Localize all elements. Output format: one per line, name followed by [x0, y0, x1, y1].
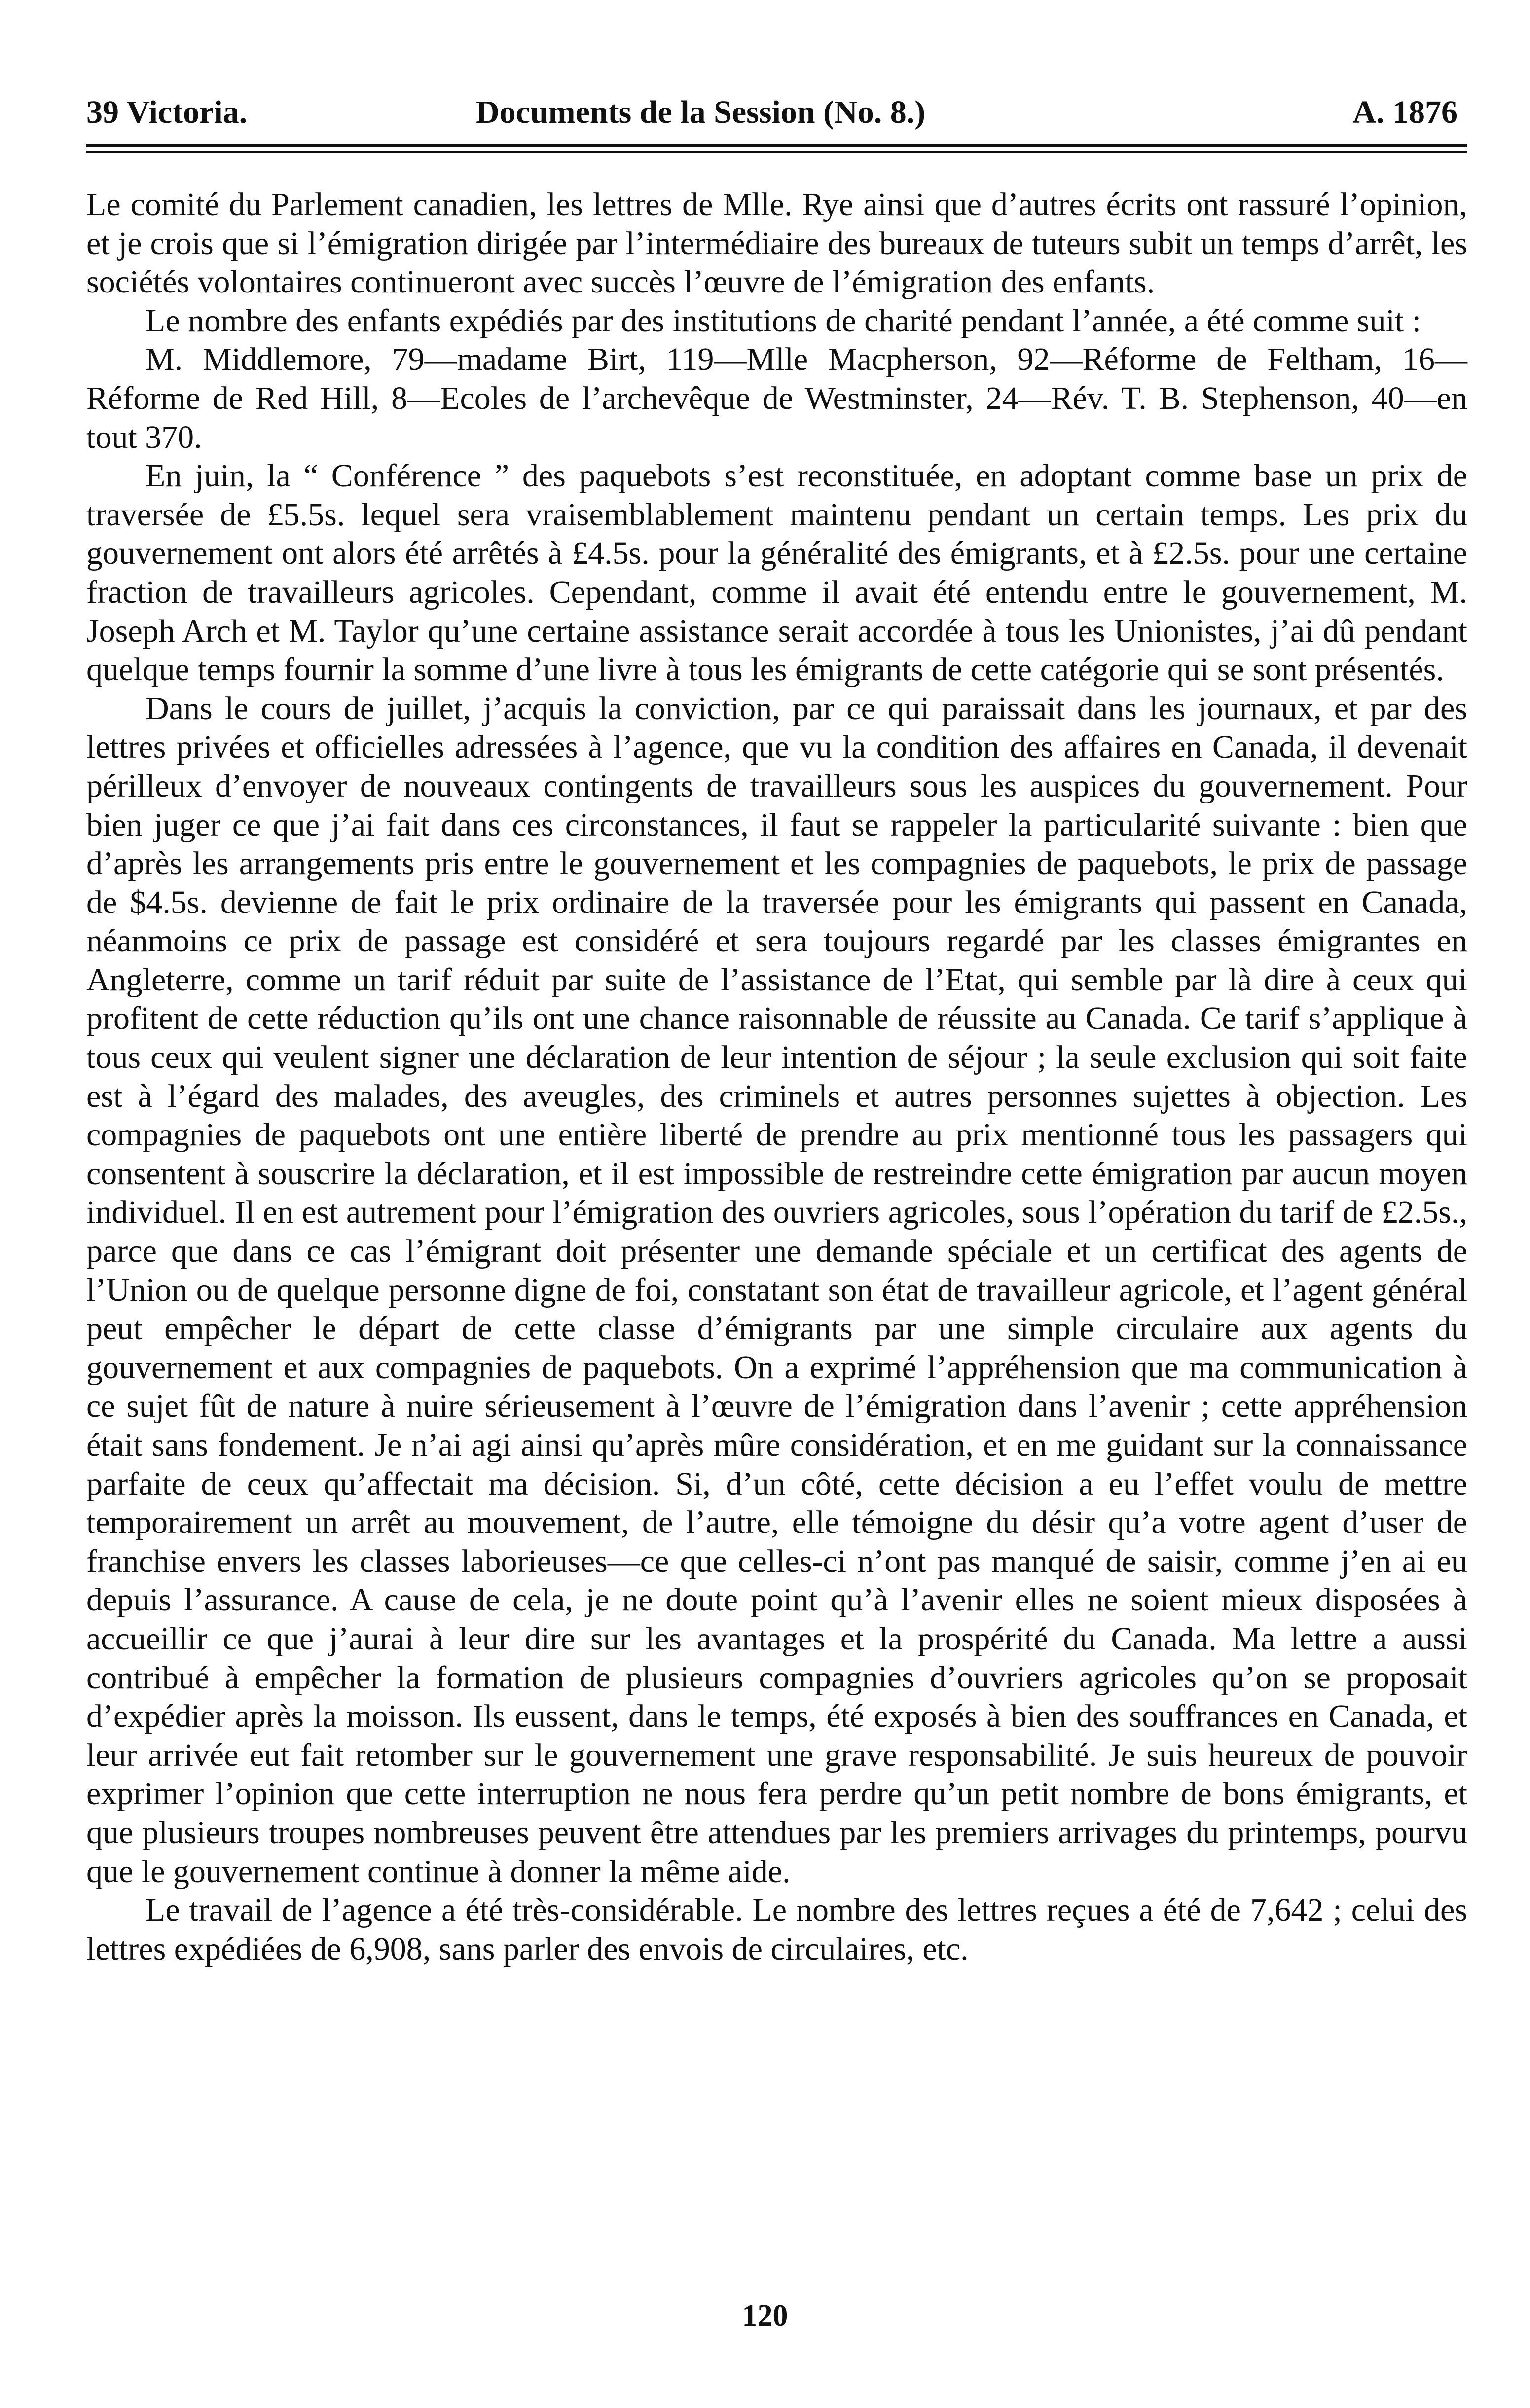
running-header: [86, 84, 1467, 141]
page-number: 120: [742, 2299, 788, 2333]
header-rule-thick: [86, 144, 1467, 147]
header-year: A. 1876: [1352, 94, 1457, 130]
header-volume: 39 Victoria.: [86, 94, 248, 130]
paragraph-5: Dans le cours de juillet, j’acquis la conviction, par ce qui paraissait dans les journaux, et par des lettres privées et officielles adressées à l’agence, que vu la condition des affaires en Canada, il devenait périlleux d’envoyer de nouveaux contingents de travailleurs sous les auspices du gouvernement. Pour bien juger ce que j’ai fait dans ces circonstances, il faut se rappeler la particularité suivante : bien que d’après les arrangements pris entre le gouvernement et les compagnies de paquebots, le prix de passage de $4.5s. devienne de fait le prix ordinaire de la traversée pour les émigrants qui passent en Canada, néanmoins ce prix de passage est considéré et sera toujours regardé par les classes émigrantes en Angleterre, comme un tarif réduit par suite de l’assistance de l’Etat, qui semble par là dire à ceux qui profitent de cette réduction qu’ils ont une chance raisonnable de réussite au Canada. Ce tarif s’applique à tous ceux qui veulent signer une déclaration de leur intention de séjour ; la seule exclusion qui soit faite est à l’égard des malades, des aveugles, des criminels et autres personnes sujettes à objection. Les compagnies de paquebots ont une entière liberté de prendre au prix mentionné tous les passagers qui consentent à souscrire la déclaration, et il est impossible de restreindre cette émigration par aucun moyen individuel. Il en est autrement pour l’émigration des ouvriers agricoles, sous l’opération du tarif de £2.5s., parce que dans ce cas l’émigrant doit présenter une demande spéciale et un certificat des agents de l’Union ou de quelque personne digne de foi, constatant son état de travailleur agricole, et l’agent général peut empêcher le départ de cette classe d’émigrants par une simple circulaire aux agents du gouvernement et aux compagnies de paquebots. On a exprimé l’appréhension que ma communication à ce sujet fût de nature à nuire sérieusement à l’œuvre de l’émigration dans l’avenir ; cette appréhension était sans fondement. Je n’ai agi ainsi qu’après mûre considération, et en me guidant sur la connaissance parfaite de ceux qu’affectait ma décision. Si, d’un côté, cette décision a eu l’effet voulu de mettre temporairement un arrêt au mouvement, de l’autre, elle témoigne du désir qu’a votre agent d’user de franchise envers les classes laborieuses—ce que celles-ci n’ont pas manqué de saisir, comme j’en ai eu depuis l’assurance. A cause de cela, je ne doute point qu’à l’avenir elles ne soient mieux disposées à accueillir ce que j’aurai à leur dire sur les avantages et la prospérité du Canada. Ma lettre a aussi contribué à empêcher la formation de plusieurs compagnies d’ouvriers agricoles qu’on se proposait d’expédier après la moisson. Ils eussent, dans le temps, été exposés à bien des souffrances en Canada, et leur arrivée eut fait retomber sur le gouvernement une grave responsabilité. Je suis heureux de pouvoir exprimer l’opinion que cette interruption ne nous fera perdre qu’un petit nombre de bons émigrants, et que plusieurs troupes nombreuses peuvent être attendues par les premiers arrivages du printemps, pourvu que le gouvernement continue à donner la même aide.: [86, 690, 1467, 1890]
header-rule-thin: [86, 151, 1467, 153]
document-page: [86, 84, 1467, 1969]
paragraph-3: M. Middlemore, 79—madame Birt, 119—Mlle Macpherson, 92—Réforme de Feltham, 16—Réforme de Red Hill, 8—Ecoles de l’archevêque de Westminster, 24—Rév. T. B. Stephenson, 40—en tout 370.: [86, 341, 1467, 455]
paragraph-1: Le comité du Parlement canadien, les lettres de Mlle. Rye ainsi que d’autres écrits ont rassuré l’opinion, et je crois que si l’émigration dirigée par l’intermédiaire des bureaux de tuteurs subit un temps d’arrêt, les sociétés volontaires continueront avec succès l’œuvre de l’émigration des enfants.: [86, 186, 1467, 300]
header-title: Documents de la Session (No. 8.): [476, 94, 926, 130]
paragraph-6: Le travail de l’agence a été très-considérable. Le nombre des lettres reçues a été de 7,642 ; celui des lettres expédiées de 6,908, sans parler des envois de circulaires, etc.: [86, 1892, 1467, 1967]
body-text: [86, 185, 1467, 1969]
paragraph-4: En juin, la “ Conférence ” des paquebots s’est reconstituée, en adoptant comme base un prix de traversée de £5.5s. lequel sera vraisemblablement maintenu pendant un certain temps. Les prix du gouvernement ont alors été arrêtés à £4.5s. pour la généralité des émigrants, et à £2.5s. pour une certaine fraction de travailleurs agricoles. Cependant, comme il avait été entendu entre le gouvernement, M. Joseph Arch et M. Taylor qu’une certaine assistance serait accordée à tous les Unionistes, j’ai dû pendant quelque temps fournir la somme d’une livre à tous les émigrants de cette catégorie qui se sont présentés.: [86, 458, 1467, 688]
paragraph-2: Le nombre des enfants expédiés par des institutions de charité pendant l’année, a été comme suit :: [146, 302, 1421, 339]
